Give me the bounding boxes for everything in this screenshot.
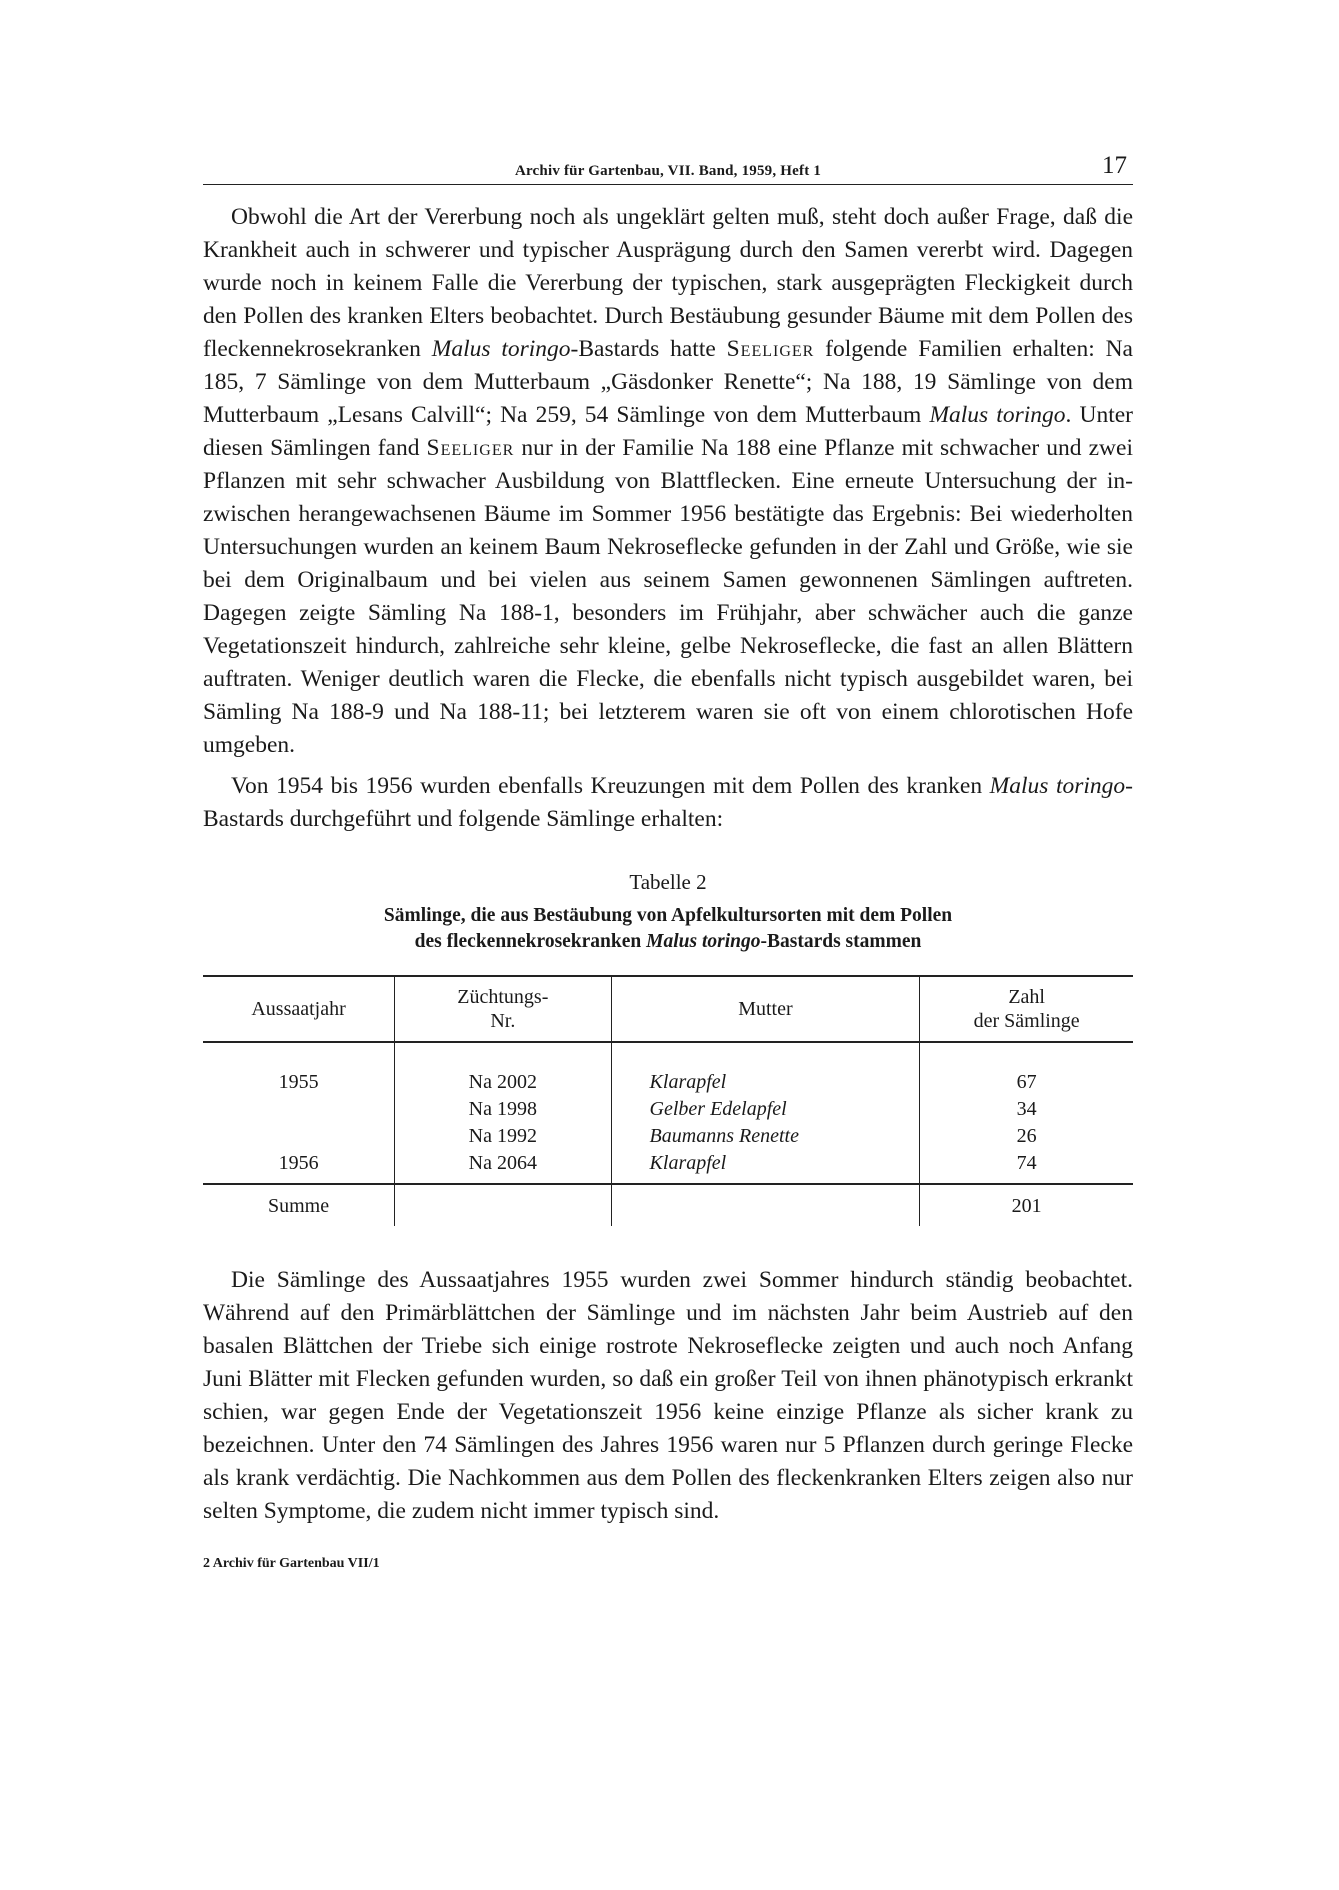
table-row — [203, 1096, 1133, 1123]
cell-zahl: 26 — [920, 1123, 1133, 1150]
table-row — [203, 1042, 1133, 1096]
cell-year — [203, 1096, 395, 1123]
header-zuechtungs-line-2: Nr. — [490, 1010, 516, 1032]
cell-nr: Na 1992 — [395, 1123, 611, 1150]
cell-mutter: Klarapfel — [611, 1042, 920, 1096]
table-caption-line-2 — [203, 929, 1133, 955]
cell-year: 1955 — [278, 1071, 319, 1093]
cell-mutter: Gelber Edelapfel — [611, 1096, 920, 1123]
page-number: 17 — [1102, 152, 1127, 179]
cell-nr: Na 1998 — [395, 1096, 611, 1123]
paragraph-2 — [203, 770, 1133, 836]
table-header-row — [203, 976, 1133, 1042]
paragraph-3: Die Sämlinge des Aussaatjahres 1955 wurden zwei Sommer hindurch ständig beobachtet. Während auf den Primärblättchen der Sämlinge und im nächsten Jahr beim Austrieb auf den basalen Blättchen der Triebe sich einige rostrote Nekroseflecke zeigten und auch noch Anfang Juni Blätter mit Flecken gefunden wurden, so daß ein großer Teil von ihnen phänotypisch erkrankt schien, war gegen Ende der Vegetationszeit 1956 keine einzige Pflanze als sicher krank zu bezeichnen. Unter den 74 Sämlingen des Jahres 1956 waren nur 5 Pflanzen durch geringe Flecke als krank verdächtig. Die Nachkommen aus dem Pollen des fleckenkranken Elters zeigen also nur selten Symptome, die zudem nicht immer typisch sind. — [203, 1267, 1133, 1524]
footer-signature: 2 Archiv für Gartenbau VII/1 — [203, 1556, 380, 1571]
caption-text-post: -Bastards stammen — [760, 931, 922, 952]
table-row — [203, 1150, 1133, 1184]
running-header — [203, 150, 1133, 185]
para1-species-1: Malus toringo — [431, 336, 571, 362]
header-zahl — [920, 976, 1133, 1042]
para1-text-1: Obwohl die Art der Vererbung noch als ungeklärt gelten muß, steht doch außer Frage, daß die Krankheit auch in schwerer und typischer Ausprägung durch den Samen vererbt wird. Dagegen wurde noch in keinem Falle die Vererbung der typischen, stark ausgeprägten Fleckigkeit durch den Pollen des kranken Elters beobachtet. Durch Bestäubung gesunder Bäume mit dem Pollen des fleckennekrosekranken — [203, 204, 1133, 362]
para2-text-1: Von 1954 bis 1956 wurden ebenfalls Kreuzungen mit dem Pollen des kranken — [231, 773, 990, 799]
cell-zahl: 74 — [920, 1150, 1133, 1184]
para1-text-4: . Unter diesen Sämlingen fand — [203, 402, 1133, 461]
header-zuechtungs-nr — [395, 976, 611, 1042]
cell-nr: Na 2002 — [395, 1042, 611, 1096]
header-zahl-line-1: Zahl — [1008, 986, 1045, 1008]
seedlings-table — [203, 975, 1133, 1226]
caption-species: Malus toringo — [646, 931, 761, 952]
para1-text-3: folgende Familien erhalten: Na 185, 7 Sämlinge von dem Mutterbaum „Gäsdonker Renette“; Na 188, 19 Sämlinge von dem Mutterbaum „Lesans Calvill“; Na 259, 54 Sämlinge von dem Mutterbaum — [203, 336, 1133, 428]
para2-species: Malus toringo — [989, 773, 1126, 799]
header-aussaatjahr: Aussaatjahr — [203, 976, 395, 1042]
cell-zahl: 67 — [920, 1042, 1133, 1096]
cell-sum-value: 201 — [920, 1184, 1133, 1226]
page — [203, 150, 1133, 1572]
header-mutter: Mutter — [611, 976, 920, 1042]
cell-year: 1956 — [278, 1152, 319, 1174]
para2-text-2: -Bastards durchgeführt und folgende Sämlinge erhalten: — [203, 773, 1133, 832]
cell-empty — [395, 1184, 611, 1226]
cell-zahl: 34 — [920, 1096, 1133, 1123]
cell-nr: Na 2064 — [395, 1150, 611, 1184]
table-sum-row — [203, 1184, 1133, 1226]
cell-year — [203, 1123, 395, 1150]
cell-mutter: Klarapfel — [611, 1150, 920, 1184]
caption-text-pre: des fleckennekrosekranken — [414, 931, 647, 952]
header-zahl-line-2: der Sämlinge — [973, 1010, 1080, 1032]
table-caption — [203, 870, 1133, 955]
table-number: Tabelle 2 — [629, 870, 707, 894]
header-zuechtungs-line-1: Züchtungs- — [457, 986, 549, 1008]
cell-mutter: Baumanns Renette — [611, 1123, 920, 1150]
para1-text-2: -Bastards hatte — [570, 336, 727, 362]
para1-species-2: Malus toringo — [929, 402, 1066, 428]
cell-sum-label: Summe — [203, 1184, 395, 1226]
table-row — [203, 1123, 1133, 1150]
cell-empty — [611, 1184, 920, 1226]
paragraph-1 — [203, 201, 1133, 762]
journal-title: Archiv für Gartenbau, VII. Band, 1959, Heft 1 — [514, 163, 822, 179]
para1-author-2: Seeliger — [426, 435, 515, 461]
table-description — [203, 903, 1133, 955]
table-caption-line-1: Sämlinge, die aus Bestäubung von Apfelkultursorten mit dem Pollen — [383, 905, 953, 926]
para1-text-5: nur in der Familie Na 188 eine Pflanze mit schwacher und zwei Pflanzen mit sehr schwacher Ausbildung von Blattflecken. Eine erneute Untersuchung der inzwischen herangewachsenen Bäume im Sommer 1956 bestätigte das Ergebnis: Bei wiederholten Untersuchungen wurden an keinem Baum Nekroseflecke gefunden in der Zahl und Größe, wie sie bei dem Originalbaum und bei vielen aus seinem Samen gewonnenen Sämlingen auftreten. Dagegen zeigte Sämling Na 188-1, besonders im Frühjahr, aber schwächer auch die ganze Vegetationszeit hindurch, zahlreiche sehr kleine, gelbe Nekroseflecke, die fast an allen Blättern auftraten. Weniger deutlich waren die Flecke, die ebenfalls nicht typisch ausgebildet waren, bei Sämling Na 188-9 und Na 188-11; bei letzterem waren sie oft von einem chlorotischen Hofe umgeben. — [203, 435, 1133, 758]
para1-author-1: Seeliger — [726, 336, 815, 362]
